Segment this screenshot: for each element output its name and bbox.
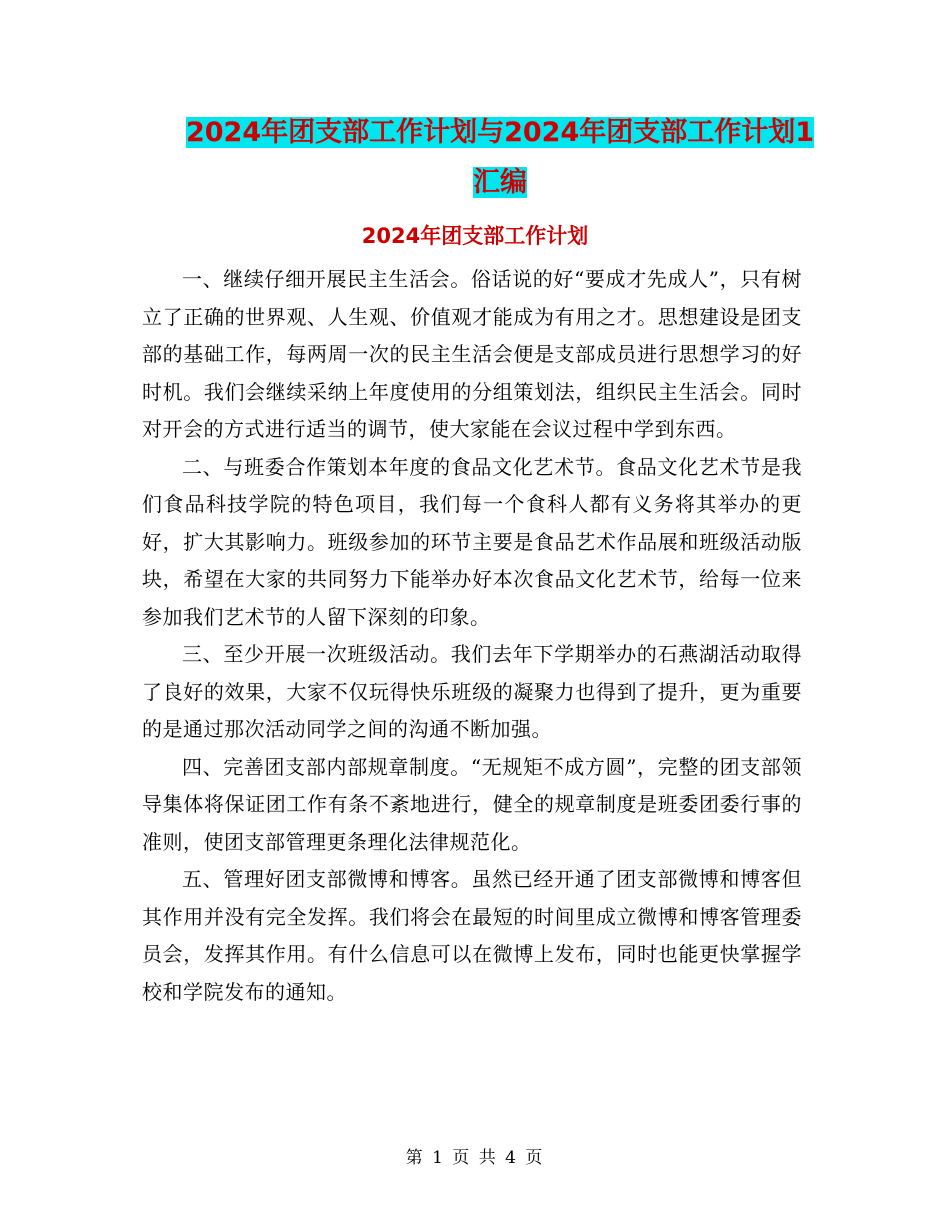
- document-title-text: 2024年团支部工作计划与2024年团支部工作计划1汇编: [185, 117, 815, 198]
- paragraph-2: 二、与班委合作策划本年度的食品文化艺术节。食品文化艺术节是我们食品科技学院的特色项目，我们每一个食科人都有义务将其举办的更好，扩大其影响力。班级参加的环节主要是食品艺术作品展和班级活动版块，希望在大家的共同努力下能举办好本次食品文化艺术节，给每一位来参加我们艺术节的人留下深刻的印象。: [142, 454, 802, 629]
- document-title: [180, 108, 820, 208]
- document-body: [142, 261, 802, 1011]
- section-title: 2024年团支部工作计划: [361, 224, 589, 248]
- page-footer: 第 1 页 共 4 页: [405, 1148, 545, 1168]
- paragraph-1: 一、继续仔细开展民主生活会。俗话说的好“要成才先成人”，只有树立了正确的世界观、人生观、价值观才能成为有用之才。思想建设是团支部的基础工作，每两周一次的民主生活会便是支部成员进行思想学习的好时机。我们会继续采纳上年度使用的分组策划法，组织民主生活会。同时对开会的方式进行适当的调节，使大家能在会议过程中学到东西。: [142, 267, 802, 441]
- paragraph-3: 三、至少开展一次班级活动。我们去年下学期举办的石燕湖活动取得了良好的效果，大家不仅玩得快乐班级的凝聚力也得到了提升，更为重要的是通过那次活动同学之间的沟通不断加强。: [142, 642, 802, 741]
- paragraph-4: 四、完善团支部内部规章制度。“无规矩不成方圆”，完整的团支部领导集体将保证团工作有条不紊地进行，健全的规章制度是班委团委行事的准则，使团支部管理更条理化法律规范化。: [142, 754, 802, 854]
- paragraph-5: 五、管理好团支部微博和博客。虽然已经开通了团支部微博和博客但其作用并没有完全发挥。我们将会在最短的时间里成立微博和博客管理委员会，发挥其作用。有什么信息可以在微博上发布，同时也能更快掌握学校和学院发布的通知。: [142, 867, 802, 1004]
